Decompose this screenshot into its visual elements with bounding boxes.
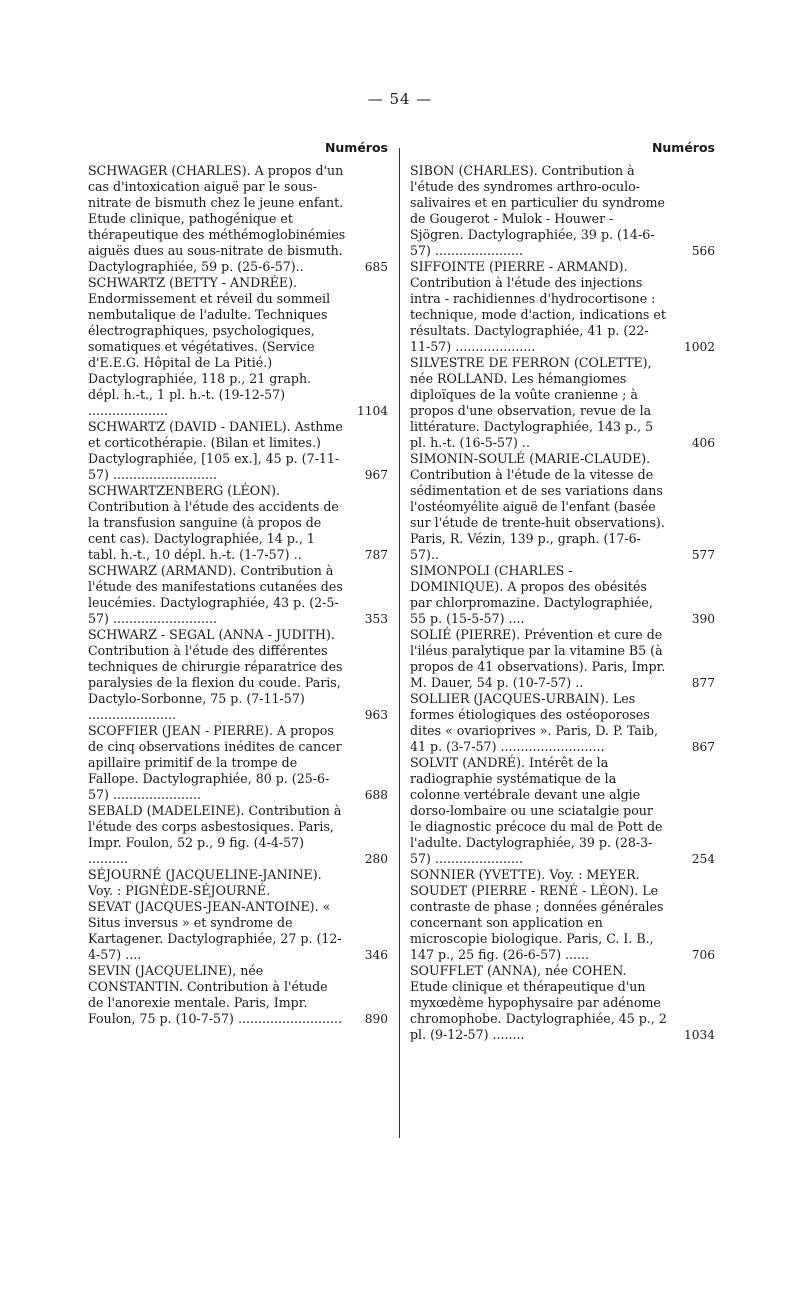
index-entry	[410, 883, 715, 963]
entry-description: Contribution à l'étude des manifestations cutanées des leucémies. Dactylographiée, 43 p. (2-5-57) ..........................	[88, 563, 343, 626]
entry-number: 390	[691, 612, 715, 626]
author-name: SEVIN (JACQUELINE), née CONSTANTIN.	[88, 963, 264, 994]
entry-text	[88, 803, 346, 867]
entry-number: 963	[364, 708, 388, 722]
entry-description: A propos de cinq observations inédites de cancer apillaire primitif de la trompe de Fallope. Dactylographiée, 80 p. (25-6-57) ......................	[88, 723, 342, 802]
right-column	[410, 140, 715, 1043]
entry-description: Intérêt de la radiographie systématique de la colonne vertébrale devant une algie dorso-lombaire ou une sciatalgie pour le diagnostic précoce du mal de Pott de l'adulte. Dactylographiée, 39 p. (28-3-57) ......................	[410, 755, 663, 866]
entry-text	[88, 483, 346, 563]
entry-text	[410, 691, 668, 755]
entry-description: Contribution à l'étude de la vitesse de sédimentation et de ses variations dans l'ostéomyélite aiguë de l'enfant (basée sur l'étude de trente-huit observations). Paris, R. Vézin, 139 p., graph. (17-6-57)..	[410, 467, 665, 562]
index-entry	[88, 627, 388, 723]
entry-text	[410, 563, 668, 627]
entry-description: Les hémangiomes diploïques de la voûte cranienne ; à propos d'une observation, revue de la littérature. Dactylographiée, 143 p., 5 pl. h.-t. (16-5-57) ..	[410, 371, 654, 450]
entry-number: 787	[364, 548, 388, 562]
entry-text	[410, 163, 668, 259]
entry-description: Prévention et cure de l'iléus paralytique par la vitamine B5 (à propos de 41 observations). Paris, Impr. M. Dauer, 54 p. (10-7-57) ..	[410, 627, 666, 690]
author-name: SCHWARTZENBERG (LÉON).	[88, 483, 281, 498]
author-name: SCHWARTZ (BETTY - ANDRÉE).	[88, 275, 298, 290]
author-name: SILVESTRE DE FERRON (COLETTE), née ROLLAND.	[410, 355, 652, 386]
entry-number: 706	[691, 948, 715, 962]
author-name: SOLIÉ (PIERRE).	[410, 627, 521, 642]
author-name: SIMONPOLI (CHARLES - DOMINIQUE).	[410, 563, 573, 594]
entry-number: 406	[691, 436, 715, 450]
entry-description: Contribution à l'étude des accidents de la transfusion sanguine (à propos de cent cas). Dactylographiée, 14 p., 1 tabl. h.-t., 10 dépl. h.-t. (1-7-57) ..	[88, 499, 339, 562]
entry-description: Le contraste de phase ; données générales concernant son application en microscopie biologique. Paris, C. I. B., 147 p., 25 fig. (26-6-57) ......	[410, 883, 664, 962]
column-divider	[399, 148, 400, 1138]
entry-description: Endormissement et réveil du sommeil nembutalique de l'adulte. Techniques électrographiques, psychologiques, somatiques et végétatives. (Service d'E.E.G. Hôpital de La Pitié.) Dactylographiée, 118 p., 21 graph. dépl. h.-t., 1 pl. h.-t. (19-12-57) ....................	[88, 291, 331, 418]
entry-text	[410, 883, 668, 963]
entry-text	[410, 963, 668, 1043]
column-heading: Numéros	[651, 140, 715, 155]
entry-number: 1002	[683, 340, 715, 354]
entry-text	[88, 899, 346, 963]
entry-number: 685	[364, 260, 388, 274]
entry-number: 280	[364, 852, 388, 866]
index-entry	[88, 563, 388, 627]
entry-text	[88, 563, 346, 627]
entry-description: Contribution à l'étude des corps asbestosiques. Paris, Impr. Foulon, 52 p., 9 fig. (4-4-57) ..........	[88, 803, 342, 866]
entry-description: Etude clinique et thérapeutique d'un myxœdème hypophysaire par adénome chromophobe. Dactylographiée, 45 p., 2 pl. (9-12-57) ........	[410, 979, 667, 1042]
entry-text	[410, 627, 668, 691]
index-entry	[410, 755, 715, 867]
index-entry	[410, 451, 715, 563]
entry-number: 566	[691, 244, 715, 258]
index-entry	[410, 627, 715, 691]
entry-number: 867	[691, 740, 715, 754]
author-name: SEVAT (JACQUES-JEAN-ANTOINE).	[88, 899, 319, 914]
index-entry	[88, 963, 388, 1027]
index-entry	[410, 963, 715, 1043]
entry-text	[410, 755, 668, 867]
entry-description: Contribution à l'étude des injections intra - rachidiennes d'hydrocortisone : technique, mode d'action, indications et résultats. Dactylographiée, 41 p. (22-11-57) ....................	[410, 275, 666, 354]
entry-description: Voy. : PIGNÈDE-SÉJOURNÉ.	[88, 883, 271, 898]
entry-text	[410, 867, 668, 883]
entry-text	[88, 275, 346, 419]
entry-text	[410, 451, 668, 563]
index-entry	[410, 259, 715, 355]
index-entry	[88, 803, 388, 867]
author-name: SIBON (CHARLES).	[410, 163, 538, 178]
entry-list	[410, 163, 715, 1043]
author-name: SOLLIER (JACQUES-URBAIN).	[410, 691, 609, 706]
entry-text	[88, 163, 346, 275]
entry-text	[410, 259, 668, 355]
index-entry	[88, 163, 388, 275]
page-number: — 54 —	[367, 90, 433, 108]
entry-number: 577	[691, 548, 715, 562]
index-entry	[410, 563, 715, 627]
entry-description: Contribution à l'étude des syndromes arthro-oculo-salivaires et en particulier du syndrome de Gougerot - Mulok - Houwer - Sjögren. Dactylographiée, 39 p. (14-6-57) ......................	[410, 163, 665, 258]
author-name: SIFFOINTE (PIERRE - ARMAND).	[410, 259, 628, 274]
entry-number: 346	[364, 948, 388, 962]
author-name: SOUFFLET (ANNA), née COHEN.	[410, 963, 627, 978]
index-entry	[410, 355, 715, 451]
entry-text	[88, 963, 346, 1027]
entry-description: Voy. : MEYER.	[549, 867, 640, 882]
author-name: SCHWARZ (ARMAND).	[88, 563, 237, 578]
index-entry	[410, 691, 715, 755]
author-name: SÉJOURNÉ (JACQUELINE-JANINE).	[88, 867, 322, 882]
entry-number: 254	[691, 852, 715, 866]
entry-description: A propos des obésités par chlorpromazine. Dactylographiée, 55 p. (15-5-57) ....	[410, 579, 653, 626]
author-name: SCHWARTZ (DAVID - DANIEL).	[88, 419, 291, 434]
entry-list	[88, 163, 388, 1027]
left-column	[88, 140, 388, 1027]
index-entry	[410, 867, 715, 883]
entry-number: 1104	[356, 404, 388, 418]
index-entry	[88, 867, 388, 899]
entry-description: Asthme et corticothérapie. (Bilan et limites.) Dactylographiée, [105 ex.], 45 p. (7-11-57) ..........................	[88, 419, 343, 482]
entry-number: 877	[691, 676, 715, 690]
index-entry	[88, 723, 388, 803]
entry-text	[88, 627, 346, 723]
entry-description: Contribution à l'étude des différentes techniques de chirurgie réparatrice des paralysies de la flexion du coude. Paris, Dactylo-Sorbonne, 75 p. (7-11-57) ......................	[88, 643, 343, 722]
author-name: SCHWAGER (CHARLES).	[88, 163, 251, 178]
author-name: SONNIER (YVETTE).	[410, 867, 546, 882]
index-entry	[88, 419, 388, 483]
entry-text	[88, 419, 346, 483]
entry-text	[88, 867, 346, 899]
entry-description: A propos d'un cas d'intoxication aiguë par le sous-nitrate de bismuth chez le jeune enfant. Etude clinique, pathogénique et thérapeutique des méthémoglobinémies aiguës dues au sous-nitrate de bismuth. Dactylographiée, 59 p. (25-6-57)..	[88, 163, 346, 274]
entry-number: 1034	[683, 1028, 715, 1042]
entry-text	[88, 723, 346, 803]
author-name: SCOFFIER (JEAN - PIERRE).	[88, 723, 273, 738]
entry-description: « Situs inversus » et syndrome de Kartagener. Dactylographiée, 27 p. (12-4-57) ....	[88, 899, 342, 962]
author-name: SOUDET (PIERRE - RENÉ - LÉON).	[410, 883, 639, 898]
index-entry	[88, 899, 388, 963]
entry-description: Les formes étiologiques des ostéoporoses dites « ovarioprives ». Paris, D. P. Taib, 41 p. (3-7-57) ..........................	[410, 691, 659, 754]
entry-text	[410, 355, 668, 451]
entry-number: 353	[364, 612, 388, 626]
index-entry	[88, 275, 388, 419]
entry-number: 967	[364, 468, 388, 482]
entry-description: Contribution à l'étude de l'anorexie mentale. Paris, Impr. Foulon, 75 p. (10-7-57) ..........................	[88, 979, 343, 1026]
index-entry	[410, 163, 715, 259]
author-name: SCHWARZ - SEGAL (ANNA - JUDITH).	[88, 627, 335, 642]
column-heading: Numéros	[324, 140, 388, 155]
author-name: SEBALD (MADELEINE).	[88, 803, 245, 818]
author-name: SOLVIT (ANDRÉ).	[410, 755, 526, 770]
entry-number: 688	[364, 788, 388, 802]
author-name: SIMONIN-SOULÉ (MARIE-CLAUDE).	[410, 451, 651, 466]
entry-number: 890	[364, 1012, 388, 1026]
index-entry	[88, 483, 388, 563]
